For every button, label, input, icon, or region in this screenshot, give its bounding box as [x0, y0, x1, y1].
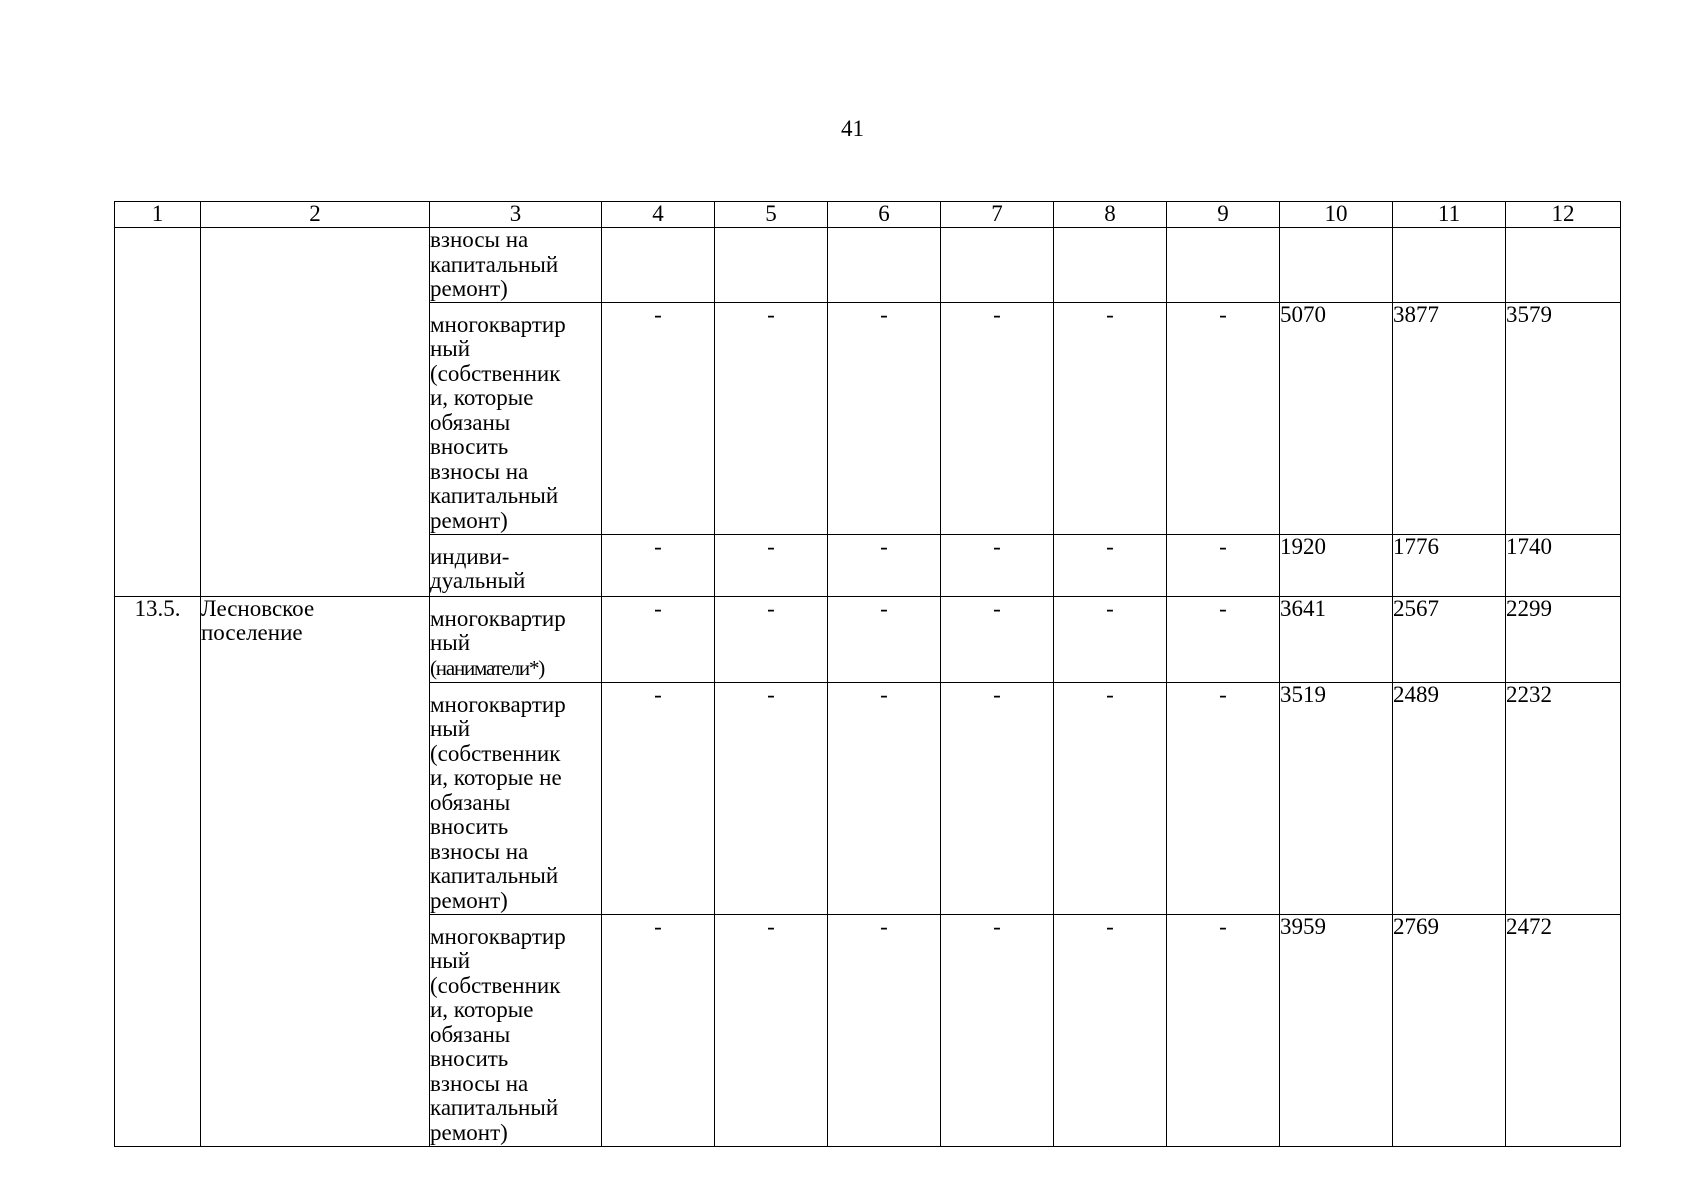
- row-number-cell: 13.5.: [115, 596, 201, 1146]
- value-cell: -: [1054, 914, 1167, 1146]
- housing-type-line: взносы на: [430, 1070, 529, 1096]
- header-cell: 5: [715, 202, 828, 228]
- housing-type-line: (собственник: [430, 972, 561, 998]
- value-cell: [1280, 228, 1393, 303]
- header-cell: 11: [1393, 202, 1506, 228]
- housing-type-line: индиви-: [430, 543, 510, 569]
- value-cell: -: [715, 302, 828, 534]
- value-cell: -: [1167, 534, 1280, 596]
- value-cell: [1054, 228, 1167, 303]
- value-cell: [1167, 228, 1280, 303]
- housing-type-line: и, которые: [430, 385, 534, 410]
- value-cell: 1920: [1280, 534, 1393, 596]
- housing-type-line: обязаны: [430, 409, 511, 435]
- housing-type-line: ный: [430, 336, 471, 361]
- value-cell: -: [602, 534, 715, 596]
- value-cell: 3641: [1280, 596, 1393, 682]
- value-cell: -: [828, 682, 941, 914]
- value-cell: -: [1167, 682, 1280, 914]
- housing-type-line: вносить: [430, 434, 509, 459]
- housing-type-cell: [430, 302, 602, 534]
- housing-type-line: ремонт): [430, 887, 508, 913]
- value-cell: 3959: [1280, 914, 1393, 1146]
- value-cell: 1740: [1506, 534, 1621, 596]
- housing-type-line: ремонт): [430, 1119, 508, 1145]
- housing-type-cell: [430, 534, 602, 596]
- column-number-row: [115, 202, 1621, 228]
- value-cell: 2299: [1506, 596, 1621, 682]
- value-cell: -: [1054, 596, 1167, 682]
- housing-type-line: капитальный: [430, 251, 559, 277]
- tariff-table: [114, 201, 1621, 1147]
- value-cell: -: [1167, 914, 1280, 1146]
- housing-type-line: ный: [430, 948, 471, 973]
- value-cell: -: [941, 534, 1054, 596]
- housing-type-line: вносить: [430, 1046, 509, 1071]
- value-cell: 3877: [1393, 302, 1506, 534]
- housing-type-line: взносы на: [430, 838, 529, 864]
- value-cell: -: [1167, 302, 1280, 534]
- table-row: [115, 596, 1621, 682]
- value-cell: -: [828, 914, 941, 1146]
- value-cell: -: [941, 596, 1054, 682]
- housing-type-line: капитальный: [430, 483, 559, 508]
- value-cell: -: [715, 682, 828, 914]
- value-cell: 1776: [1393, 534, 1506, 596]
- value-cell: -: [715, 596, 828, 682]
- row-number-cell: [115, 228, 201, 597]
- housing-type-line: многоквартир: [430, 923, 566, 949]
- value-cell: -: [941, 302, 1054, 534]
- housing-type-cell: [430, 596, 602, 682]
- header-cell: 8: [1054, 202, 1167, 228]
- housing-type-line: обязаны: [430, 1021, 511, 1047]
- value-cell: -: [602, 596, 715, 682]
- housing-type-line: взносы на: [430, 458, 529, 484]
- housing-type-line: обязаны: [430, 789, 511, 815]
- housing-type-line: и, которые: [430, 997, 534, 1022]
- header-cell: 12: [1506, 202, 1621, 228]
- settlement-cell: [201, 228, 430, 597]
- value-cell: -: [602, 682, 715, 914]
- housing-type-line: капитальный: [430, 863, 559, 888]
- value-cell: [941, 228, 1054, 303]
- header-cell: 4: [602, 202, 715, 228]
- value-cell: 2769: [1393, 914, 1506, 1146]
- value-cell: -: [602, 914, 715, 1146]
- value-cell: -: [828, 534, 941, 596]
- housing-type-line: и, которые не: [430, 765, 562, 790]
- value-cell: -: [941, 914, 1054, 1146]
- housing-type-cell: [430, 682, 602, 914]
- value-cell: 2232: [1506, 682, 1621, 914]
- value-cell: -: [715, 534, 828, 596]
- housing-type-line: многоквартир: [430, 311, 566, 337]
- header-cell: 10: [1280, 202, 1393, 228]
- settlement-name-line: Лесновское: [201, 595, 315, 621]
- value-cell: 2489: [1393, 682, 1506, 914]
- header-cell: 7: [941, 202, 1054, 228]
- housing-type-cell: [430, 914, 602, 1146]
- value-cell: 3579: [1506, 302, 1621, 534]
- value-cell: [715, 228, 828, 303]
- housing-type-line: взносы на: [430, 227, 529, 252]
- housing-type-line: ный: [430, 630, 471, 655]
- value-cell: -: [1054, 302, 1167, 534]
- value-cell: -: [1167, 596, 1280, 682]
- housing-type-line: многоквартир: [430, 691, 566, 717]
- value-cell: -: [715, 914, 828, 1146]
- housing-type-line: (собственник: [430, 740, 561, 766]
- housing-type-line: (собственник: [430, 360, 561, 386]
- housing-type-line: капитальный: [430, 1095, 559, 1120]
- value-cell: [828, 228, 941, 303]
- value-cell: -: [1054, 682, 1167, 914]
- header-cell: 1: [115, 202, 201, 228]
- settlement-cell: [201, 596, 430, 1146]
- housing-type-line: дуальный: [430, 568, 526, 593]
- value-cell: -: [828, 596, 941, 682]
- housing-type-line: вносить: [430, 814, 509, 839]
- value-cell: 2567: [1393, 596, 1506, 682]
- value-cell: -: [941, 682, 1054, 914]
- page-number: 41: [841, 116, 864, 141]
- value-cell: 2472: [1506, 914, 1621, 1146]
- value-cell: [1506, 228, 1621, 303]
- value-cell: [602, 228, 715, 303]
- header-cell: 2: [201, 202, 430, 228]
- table-row: [115, 228, 1621, 303]
- housing-type-line: ремонт): [430, 276, 508, 301]
- housing-type-line: ремонт): [430, 507, 508, 533]
- value-cell: 3519: [1280, 682, 1393, 914]
- header-cell: 6: [828, 202, 941, 228]
- housing-type-line: (наниматели*): [430, 655, 545, 680]
- value-cell: -: [828, 302, 941, 534]
- housing-type-line: ный: [430, 716, 471, 741]
- value-cell: -: [1054, 534, 1167, 596]
- value-cell: 5070: [1280, 302, 1393, 534]
- value-cell: [1393, 228, 1506, 303]
- settlement-name-line: поселение: [201, 620, 303, 645]
- housing-type-cell: [430, 228, 602, 303]
- header-cell: 9: [1167, 202, 1280, 228]
- header-cell: 3: [430, 202, 602, 228]
- value-cell: -: [602, 302, 715, 534]
- housing-type-line: многоквартир: [430, 605, 566, 631]
